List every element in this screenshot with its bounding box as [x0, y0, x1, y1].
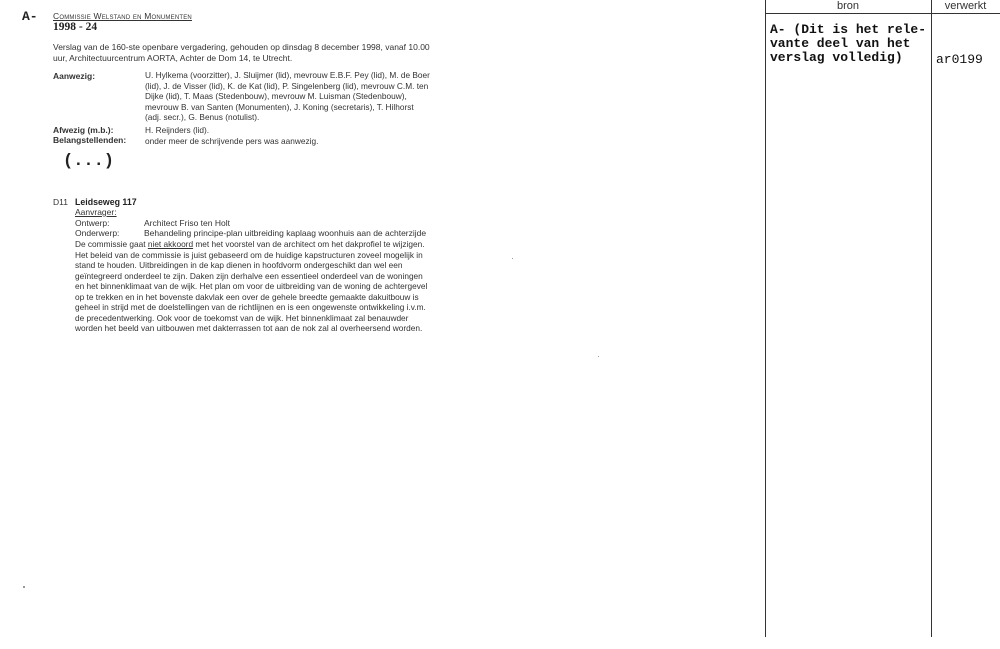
item-code: D11 — [53, 197, 68, 207]
item-title: Leidseweg 117 — [75, 197, 137, 207]
body-line: geïntegreerd onderdeel te zijn. Daken zijn derhalve een essentieel onderdeel van de woningen — [75, 270, 423, 281]
subject-value: Behandeling principe-plan uitbreiding kaplaag woonhuis aan de achterzijde — [144, 228, 427, 238]
present-line: U. Hylkema (voorzitter), J. Sluijmer (lid), mevrouw E.B.F. Pey (lid), M. de Boer — [145, 70, 430, 80]
scan-speck — [598, 356, 599, 357]
column-header-source: bron — [836, 0, 860, 12]
intro-line: Verslag van de 160-ste openbare vergadering, gehouden op dinsdag 8 december 1998, vanaf 10.00 — [53, 42, 430, 52]
body-line: op te trekken en in het bovenste dakvlak een over de gehele breedte gemaakte dakuitbouw is — [75, 291, 419, 302]
present-line: (lid), J. de Visser (lid), K. de Kat (lid), P. Singelenberg (lid), mevrouw C.M. ten — [145, 80, 429, 91]
archive-code: ar0199 — [936, 52, 983, 67]
source-note: A- (Dit is het rele- vante deel van het verslag volledig) — [770, 22, 927, 65]
present-label: Aanwezig: — [53, 71, 96, 81]
scan-speck — [512, 258, 513, 259]
header-rule — [765, 13, 1000, 14]
absent-label: Afwezig (m.b.): — [53, 125, 114, 135]
item-body — [75, 239, 458, 334]
scan-speck — [23, 586, 25, 588]
body-line: en het binnenklimaat van de wijk. Het plan om voor de uitbreiding van de woning de achtergevel — [75, 281, 428, 291]
underlined-phrase: niet akkoord — [147, 239, 194, 249]
attendees-label: Belangstellenden: — [53, 135, 127, 145]
body-line: worden het beeld van uitbouwen met dakterrassen tot aan de nok zal al overheersend worden. — [75, 323, 423, 333]
report-number: 1998 - 24 — [53, 21, 98, 33]
present-line: (adj. secr.), G. Benus (notulist). — [145, 112, 260, 122]
body-line: Het beleid van de commissie is juist gebaseerd om de huidige kapstructuren zoveel mogelijk in — [75, 249, 423, 260]
body-line: geheel in strijd met de doelstellingen van de richtlijnen en is een ongewenste ontwikkeling i.v.m. — [75, 302, 426, 312]
design-label: Ontwerp: — [75, 218, 110, 228]
report-intro — [53, 42, 473, 64]
body-line: stand te houden. Uitbreidingen in de kap dienen in hoofdvorm ondergeschikt dan wel een — [75, 260, 403, 270]
body-line: De commissie gaat niet akkoord met het voorstel van de architect om het dakprofiel te wijzigen. — [75, 239, 425, 249]
column-divider — [765, 0, 766, 637]
column-divider — [931, 0, 932, 637]
subject-label: Onderwerp: — [75, 228, 120, 238]
intro-line: uur, Architectuurcentrum AORTA, Achter de Dom 14, te Utrecht. — [53, 53, 293, 63]
present-line: mevrouw B. van Santen (Monumenten), J. Koning (secretaris), T. Hilhorst — [145, 101, 414, 112]
attendees-text: onder meer de schrijvende pers was aanwezig. — [145, 136, 319, 146]
design-value: Architect Friso ten Holt — [144, 218, 230, 228]
present-list — [145, 70, 465, 123]
applicant-label: Aanvrager: — [75, 207, 117, 217]
present-line: Dijke (lid), T. Maas (Stedenbouw), mevrouw M. Luisman (Stedenbouw), — [145, 91, 407, 101]
column-header-processed: verwerkt — [944, 0, 987, 12]
absent-text: H. Reijnders (lid). — [145, 125, 210, 135]
committee-header: Commissie Welstand en Monumenten — [53, 11, 192, 21]
body-line: de precedentwerking. Ook voor de toekomst van de wijk. Het binnenklimaat zal benauwder — [75, 312, 409, 323]
omission-marker: (...) — [63, 152, 115, 171]
margin-mark: A- — [22, 9, 38, 24]
